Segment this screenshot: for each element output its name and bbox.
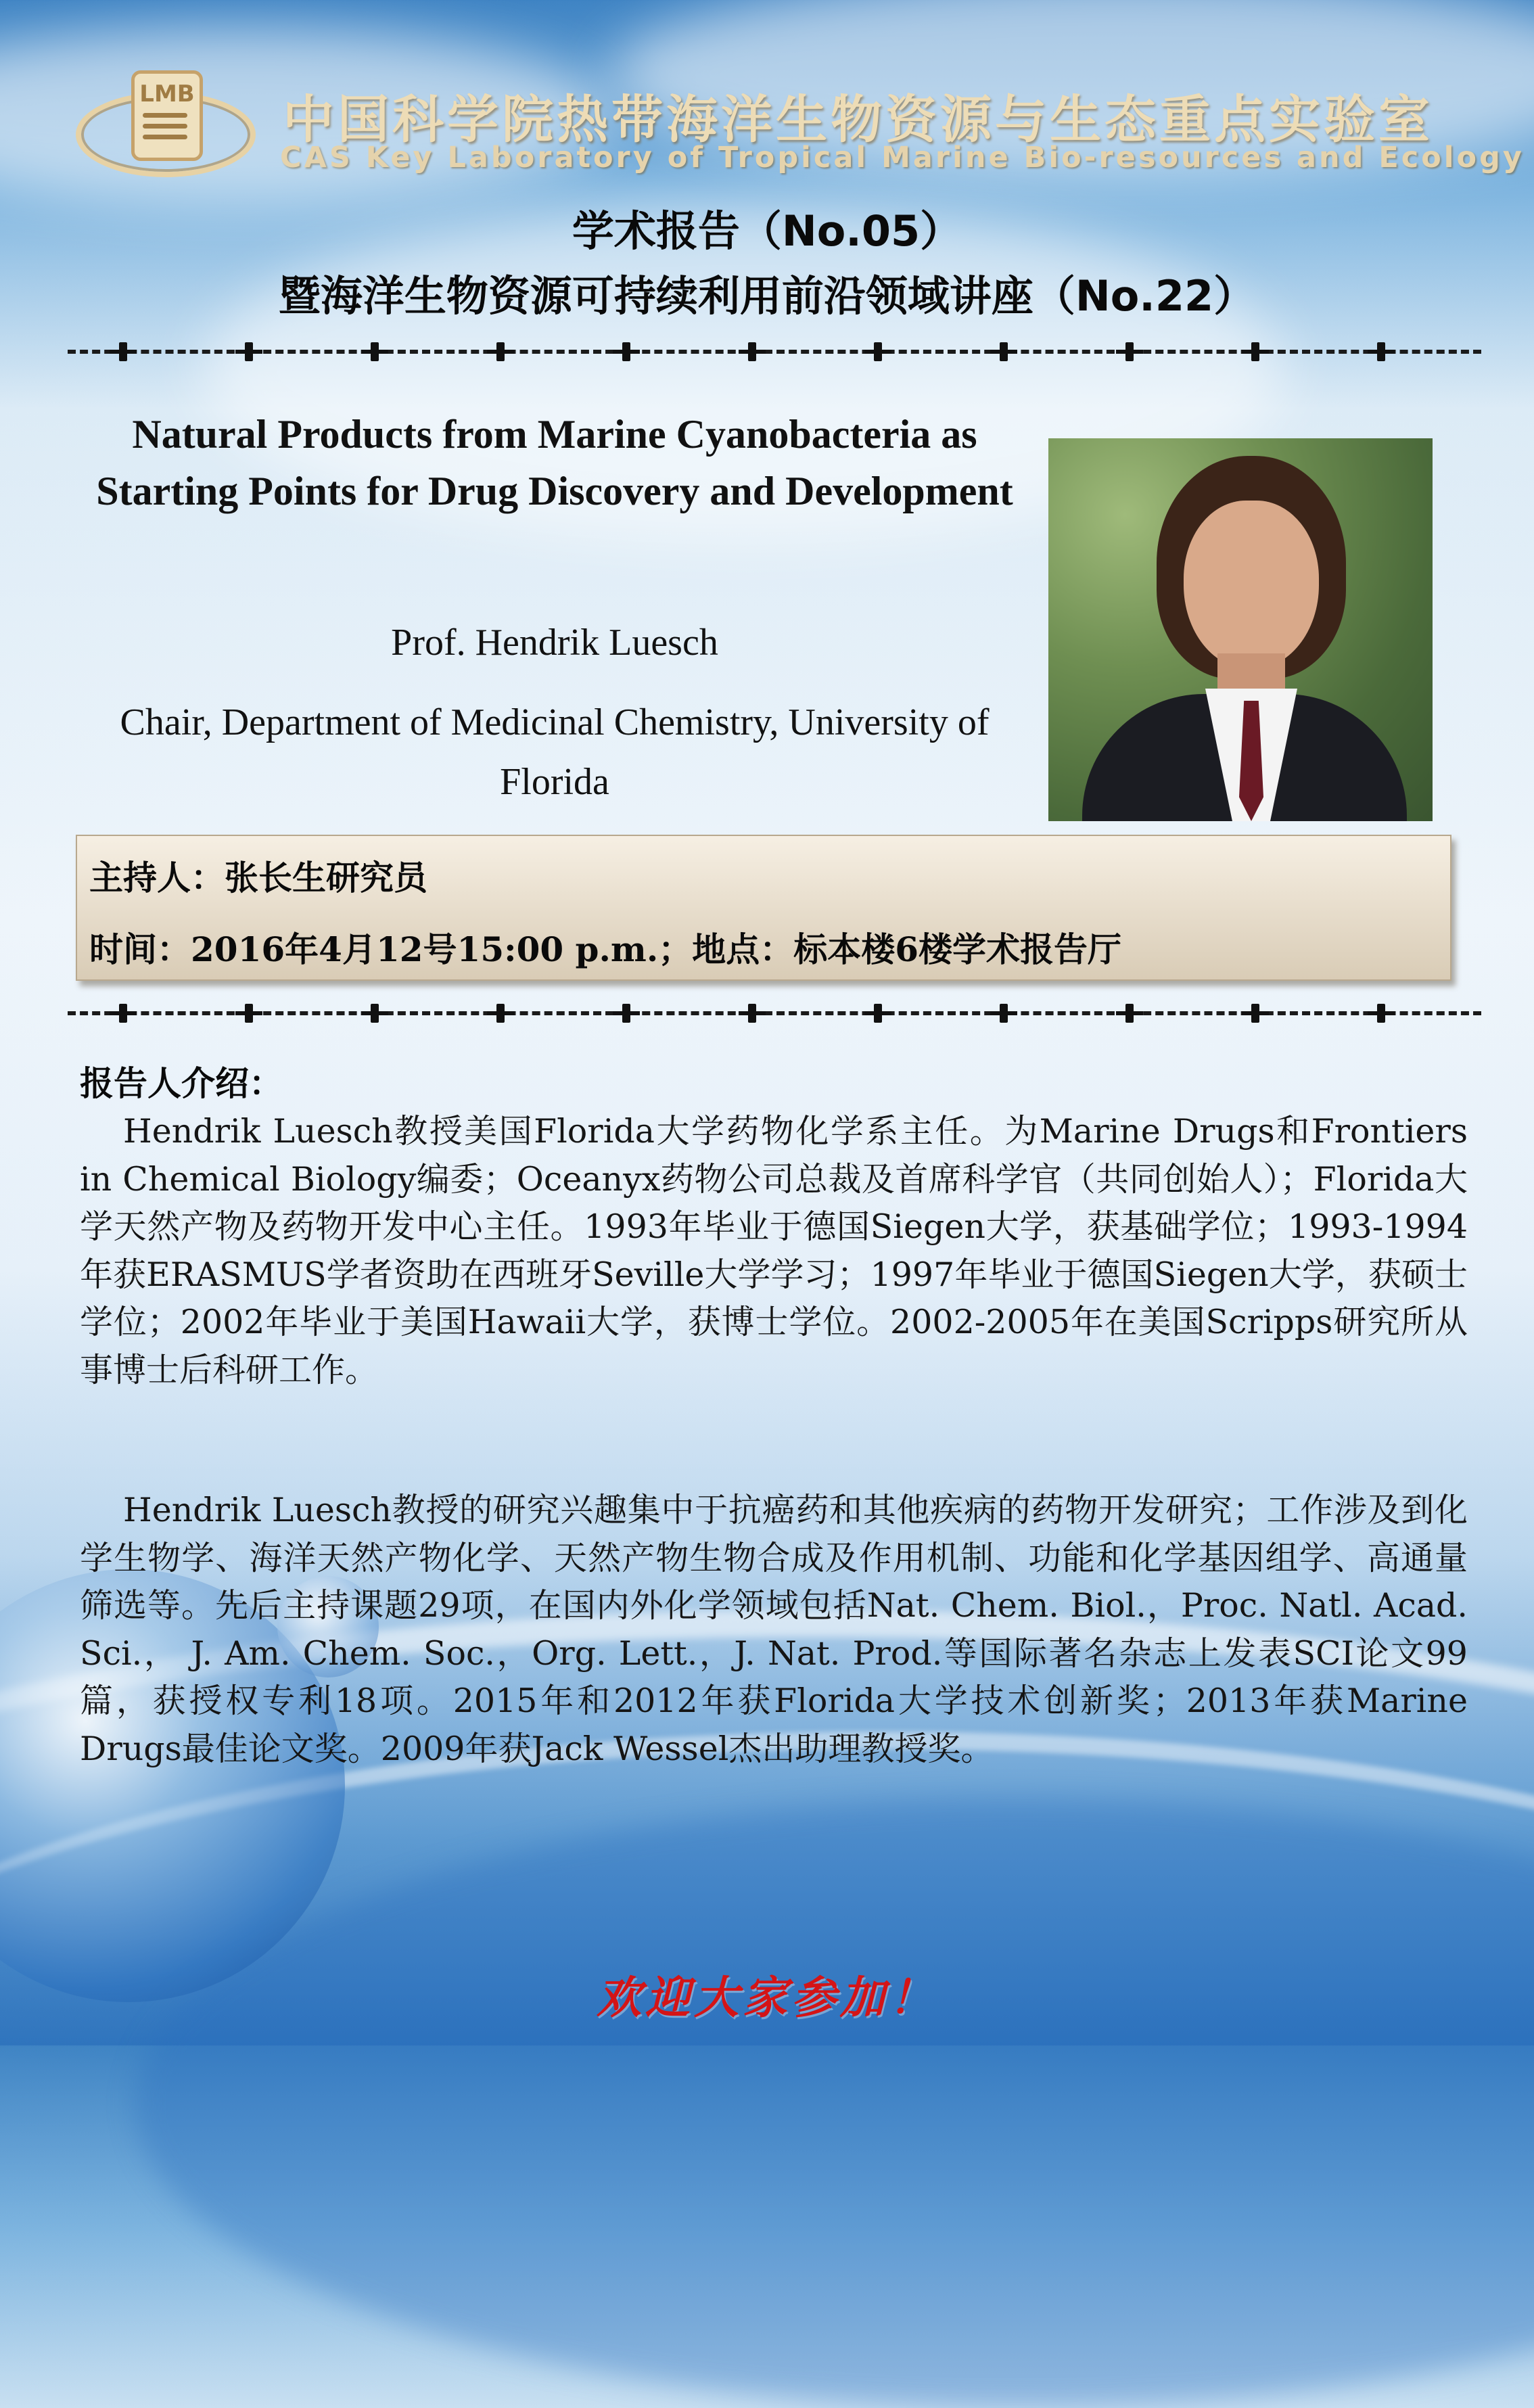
speaker-affiliation: Chair, Department of Medicinal Chemistry, University of Florida [120,701,990,803]
time-place-line: 时间：2016年4月12号15:00 p.m.；地点：标本楼6楼学术报告厅 [89,929,1122,969]
lab-logo [76,68,245,183]
logo-waves-icon [143,113,187,145]
talk-title: Natural Products from Marine Cyanobacteria as Starting Points for Drug Discovery and Development [96,412,1013,513]
welcome-message: 欢迎大家参加！ [597,1972,937,2024]
lab-name-chinese: 中国科学院热带海洋生物资源与生态重点实验室 [283,89,1433,149]
bio-paragraph-1: Hendrik Luesch教授美国Florida大学药物化学系主任。为Marine Drugs和Frontiers in Chemical Biology编委；Oceanyx药物公司总裁及首席科学官（共同创始人）；Florida大学天然产物及药物开发中心主任。1993年毕业于德国Siegen大学，获基础学位；1993-1994年获ERASMUS学者资助在西班牙Seville大学学习；1997年毕业于德国Siegen大学，获硕士学位；2002年毕业于美国Hawaii大学，获博士学位。2002-2005年在美国Scripps研究所从事博士后科研工作。 [80,1112,1468,1389]
lab-name-english: CAS Key Laboratory of Tropical Marine Bio-resources and Ecology [280,141,1525,175]
host-line: 主持人：张长生研究员 [89,858,427,898]
middle-divider [68,1000,1481,1027]
event-info-box [76,835,1451,981]
logo-text: LMB [139,80,195,108]
speaker-name: Prof. Hendrik Luesch [391,622,718,664]
bio-paragraph-2: Hendrik Luesch教授的研究兴趣集中于抗癌药和其他疾病的药物开发研究；工作涉及到化学生物学、海洋天然产物化学、天然产物生物合成及作用机制、功能和化学基因组学、高通量筛选等。先后主持课题29项，在国内外化学领域包括Nat. Chem. Biol.，Proc. Natl. Acad. Sci.， J. Am. Chem. Soc.，Org. Lett.，J. Nat. Prod.等国际著名杂志上发表SCI论文99篇，获授权专利18项。2015年和2012年获Florida大学技术创新奖；2013年获Marine Drugs最佳论文奖。2009年获Jack Wessel杰出助理教授奖。 [80,1491,1468,1768]
top-divider [68,338,1481,365]
series-title-1: 学术报告（No.05） [572,206,962,256]
series-title-2: 暨海洋生物资源可持续利用前沿领域讲座（No.22） [278,271,1256,321]
speaker-photo [1048,438,1433,821]
logo-emblem [131,70,203,161]
bio-heading: 报告人介绍： [80,1063,283,1103]
